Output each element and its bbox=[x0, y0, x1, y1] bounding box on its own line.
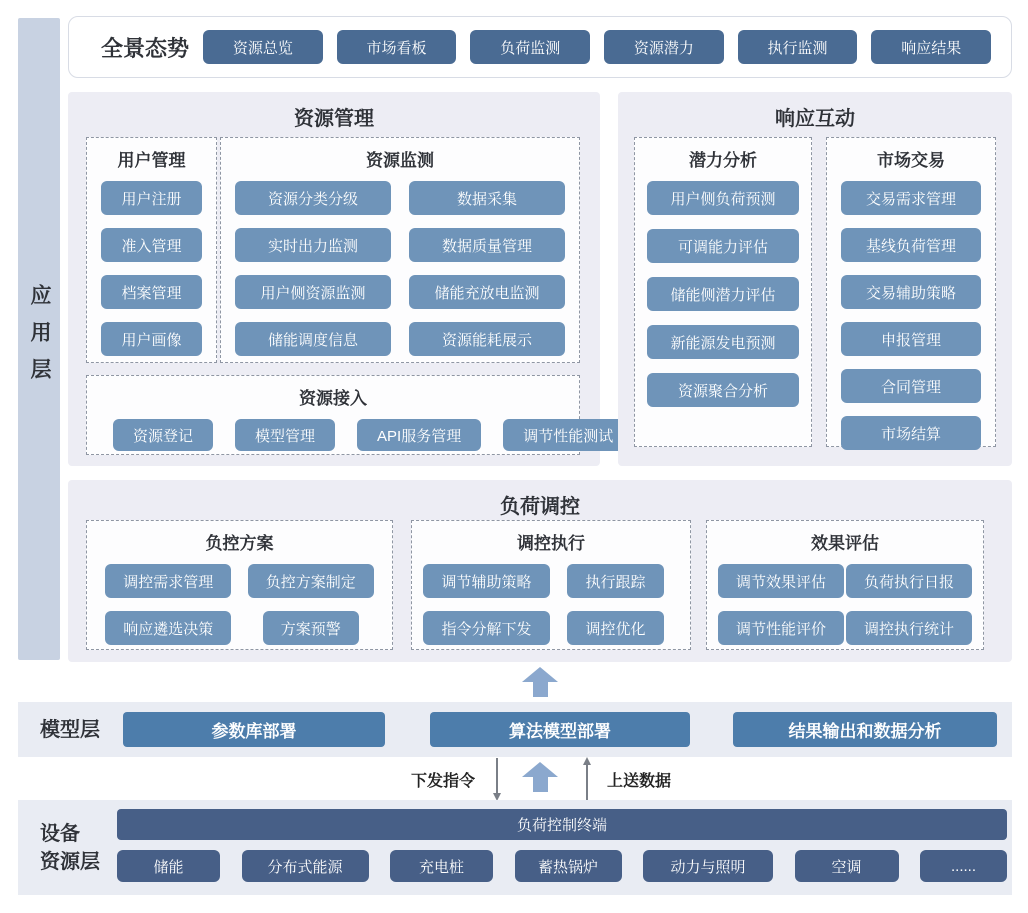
charging-pile-button[interactable]: 充电桩 bbox=[390, 850, 493, 882]
resource-aggregation-analysis-button[interactable]: 资源聚合分析 bbox=[647, 373, 799, 407]
model-layer-label: 模型层 bbox=[40, 718, 100, 741]
potential-analysis-title: 潜力分析 bbox=[689, 151, 757, 170]
declaration-management-button[interactable]: 申报管理 bbox=[841, 322, 981, 356]
regulation-execution-group bbox=[411, 520, 691, 650]
potential-analysis-group bbox=[634, 137, 812, 447]
effect-evaluation-title: 效果评估 bbox=[811, 534, 879, 553]
load-control-plan-grid bbox=[87, 564, 392, 645]
response-selection-decision-button[interactable]: 响应遴选决策 bbox=[105, 611, 231, 645]
storage-dispatch-info-button[interactable]: 储能调度信息 bbox=[235, 322, 391, 356]
algorithm-model-deploy-button[interactable]: 算法模型部署 bbox=[430, 712, 690, 747]
load-regulation-title: 负荷调控 bbox=[500, 496, 580, 518]
device-row bbox=[117, 850, 1007, 882]
device-resource-layer-label bbox=[40, 820, 100, 876]
situation-buttons bbox=[203, 30, 991, 64]
load-monitoring-button[interactable]: 负荷监测 bbox=[470, 30, 590, 64]
air-conditioner-button[interactable]: 空调 bbox=[795, 850, 899, 882]
storage-side-potential-evaluation-button[interactable]: 储能侧潜力评估 bbox=[647, 277, 799, 311]
load-regulation-panel bbox=[68, 480, 1012, 662]
send-command-label: 下发指令 bbox=[411, 773, 476, 790]
execution-monitoring-button[interactable]: 执行监测 bbox=[738, 30, 858, 64]
regulation-execution-grid bbox=[412, 564, 690, 645]
model-layer-band bbox=[18, 702, 1012, 757]
effect-evaluation-grid bbox=[707, 564, 983, 645]
effect-evaluation-group bbox=[706, 520, 984, 650]
energy-storage-button[interactable]: 储能 bbox=[117, 850, 220, 882]
power-and-lighting-button[interactable]: 动力与照明 bbox=[643, 850, 773, 882]
user-profile-button[interactable]: 用户画像 bbox=[101, 322, 202, 356]
data-collection-button[interactable]: 数据采集 bbox=[409, 181, 565, 215]
load-control-plan-title: 负控方案 bbox=[205, 534, 274, 553]
market-dashboard-button[interactable]: 市场看板 bbox=[337, 30, 457, 64]
resource-classification-button[interactable]: 资源分类分级 bbox=[235, 181, 391, 215]
user-register-button[interactable]: 用户注册 bbox=[101, 181, 202, 215]
load-control-plan-making-button[interactable]: 负控方案制定 bbox=[248, 564, 374, 598]
application-layer-band bbox=[18, 18, 60, 660]
more-devices-button[interactable]: ...... bbox=[920, 850, 1007, 882]
load-control-terminal-bar[interactable]: 负荷控制终端 bbox=[117, 809, 1007, 840]
resource-potential-button[interactable]: 资源潜力 bbox=[604, 30, 724, 64]
application-layer-label: 应用层 bbox=[28, 283, 51, 395]
up-block-arrow-icon bbox=[522, 667, 558, 697]
result-output-data-analysis-button[interactable]: 结果输出和数据分析 bbox=[733, 712, 997, 747]
up-block-arrow-icon bbox=[522, 762, 558, 792]
regulation-effect-evaluation-button[interactable]: 调节效果评估 bbox=[718, 564, 844, 598]
market-trading-title: 市场交易 bbox=[877, 151, 945, 170]
regulation-optimization-button[interactable]: 调控优化 bbox=[567, 611, 663, 645]
market-trading-group bbox=[826, 137, 996, 447]
storage-charge-monitoring-button[interactable]: 储能充放电监测 bbox=[409, 275, 565, 309]
down-arrow-icon bbox=[496, 758, 498, 794]
adjustable-capacity-evaluation-button[interactable]: 可调能力评估 bbox=[647, 229, 799, 263]
access-admission-button[interactable]: 准入管理 bbox=[101, 228, 202, 262]
device-resource-layer-band bbox=[18, 800, 1012, 895]
heat-storage-boiler-button[interactable]: 蓄热锅炉 bbox=[515, 850, 622, 882]
user-management-group bbox=[86, 137, 217, 363]
response-interaction-title: 响应互动 bbox=[775, 108, 855, 130]
execution-tracking-button[interactable]: 执行跟踪 bbox=[567, 564, 663, 598]
market-settlement-button[interactable]: 市场结算 bbox=[841, 416, 981, 450]
parameter-library-deploy-button[interactable]: 参数库部署 bbox=[123, 712, 385, 747]
resource-overview-button[interactable]: 资源总览 bbox=[203, 30, 323, 64]
regulation-demand-management-button[interactable]: 调控需求管理 bbox=[105, 564, 231, 598]
resource-energy-display-button[interactable]: 资源能耗展示 bbox=[409, 322, 565, 356]
load-control-plan-group bbox=[86, 520, 393, 650]
device-label-line1: 设备 bbox=[40, 822, 80, 845]
user-side-load-forecast-button[interactable]: 用户侧负荷预测 bbox=[647, 181, 799, 215]
archive-management-button[interactable]: 档案管理 bbox=[101, 275, 202, 309]
resource-monitoring-title: 资源监测 bbox=[366, 151, 434, 170]
renewable-generation-forecast-button[interactable]: 新能源发电预测 bbox=[647, 325, 799, 359]
distributed-energy-button[interactable]: 分布式能源 bbox=[242, 850, 369, 882]
regulation-execution-statistics-button[interactable]: 调控执行统计 bbox=[846, 611, 972, 645]
situation-bar-title: 全景态势 bbox=[101, 35, 190, 61]
data-quality-management-button[interactable]: 数据质量管理 bbox=[409, 228, 565, 262]
resource-monitoring-grid bbox=[221, 181, 579, 356]
resource-registration-button[interactable]: 资源登记 bbox=[113, 419, 213, 451]
regulation-execution-title: 调控执行 bbox=[517, 534, 585, 553]
user-side-resource-monitoring-button[interactable]: 用户侧资源监测 bbox=[235, 275, 391, 309]
baseline-load-management-button[interactable]: 基线负荷管理 bbox=[841, 228, 981, 262]
api-service-management-button[interactable]: API服务管理 bbox=[357, 419, 481, 451]
resource-access-group bbox=[86, 375, 614, 455]
resource-management-title: 资源管理 bbox=[294, 108, 374, 130]
situation-bar bbox=[68, 16, 1012, 78]
load-execution-daily-report-button[interactable]: 负荷执行日报 bbox=[846, 564, 972, 598]
device-label-line2: 资源层 bbox=[40, 850, 100, 873]
regulation-assist-strategy-button[interactable]: 调节辅助策略 bbox=[423, 564, 549, 598]
user-management-title: 用户管理 bbox=[117, 151, 186, 170]
resource-management-panel bbox=[68, 92, 614, 466]
up-arrow-icon bbox=[586, 764, 588, 800]
model-management-button[interactable]: 模型管理 bbox=[235, 419, 335, 451]
response-interaction-panel bbox=[618, 92, 1012, 466]
trade-assist-strategy-button[interactable]: 交易辅助策略 bbox=[841, 275, 981, 309]
response-result-button[interactable]: 响应结果 bbox=[871, 30, 991, 64]
regulation-performance-review-button[interactable]: 调节性能评价 bbox=[718, 611, 844, 645]
resource-access-row bbox=[87, 419, 614, 451]
resource-monitoring-group bbox=[220, 137, 580, 363]
plan-warning-button[interactable]: 方案预警 bbox=[263, 611, 359, 645]
regulation-performance-test-button[interactable]: 调节性能测试 bbox=[503, 419, 633, 451]
trade-demand-management-button[interactable]: 交易需求管理 bbox=[841, 181, 981, 215]
contract-management-button[interactable]: 合同管理 bbox=[841, 369, 981, 403]
realtime-output-monitoring-button[interactable]: 实时出力监测 bbox=[235, 228, 391, 262]
command-decompose-dispatch-button[interactable]: 指令分解下发 bbox=[423, 611, 549, 645]
resource-access-title: 资源接入 bbox=[299, 389, 367, 408]
upload-data-label: 上送数据 bbox=[607, 773, 672, 790]
